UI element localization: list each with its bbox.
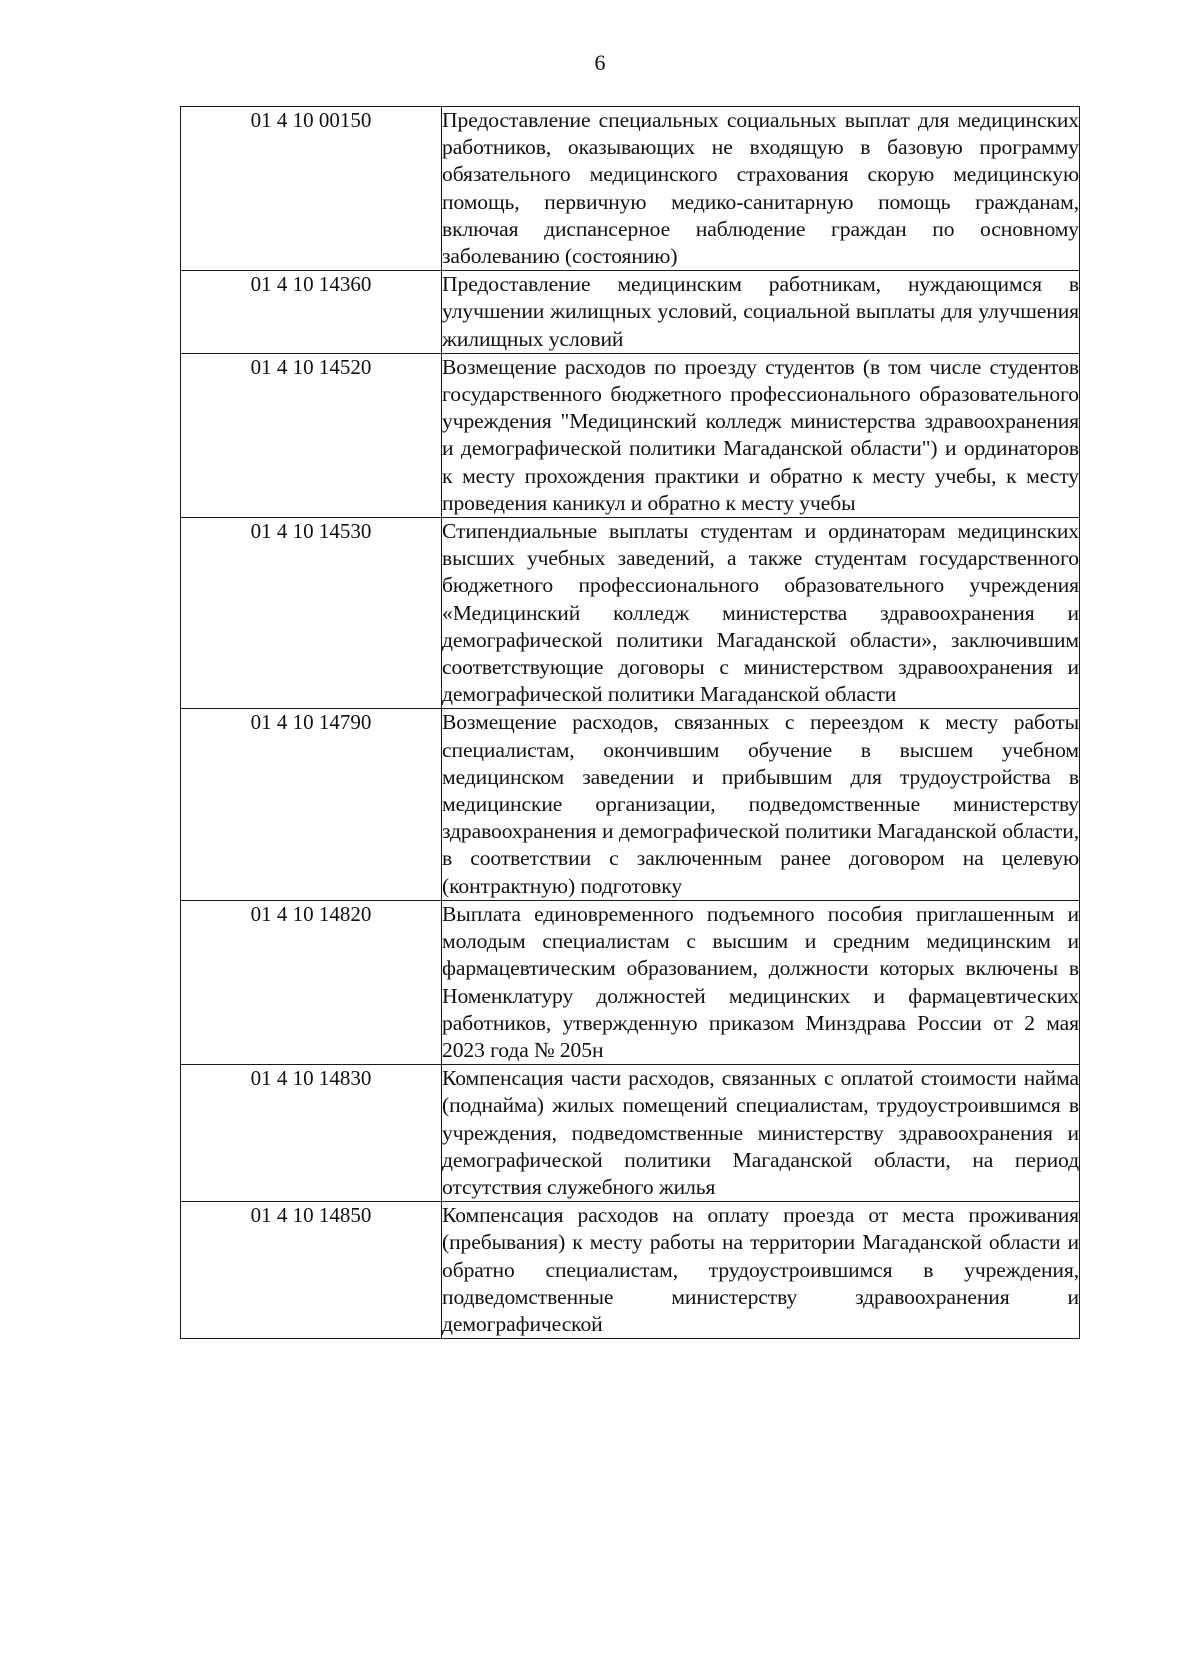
page-number: 6: [594, 50, 606, 75]
description-cell: Возмещение расходов, связанных с переездом к месту работы специалистам, окончившим обучение в высшем учебном медицинском заведении и прибывшим для трудоустройства в медицинские организации, подведомственные министерству здравоохранения и демографической политики Магаданской области, в соответствии с заключенным ранее договором на целевую (контрактную) подготовку: [442, 709, 1080, 900]
code-cell: 01 4 10 14530: [181, 518, 442, 709]
description-cell: Предоставление медицинским работникам, нуждающимся в улучшении жилищных условий, социальной выплаты для улучшения жилищных условий: [442, 271, 1080, 354]
description-cell: Компенсация расходов на оплату проезда от места проживания (пребывания) к месту работы на территории Магаданской области и обратно специалистам, трудоустроившимся в учреждения, подведомственные министерству здравоохранения и демографической: [442, 1202, 1080, 1339]
table-row: [181, 1065, 1080, 1202]
description-cell: Стипендиальные выплаты студентам и ординаторам медицинских высших учебных заведений, а также студентам государственного бюджетного профессионального образовательного учреждения «Медицинский колледж министерства здравоохранения и демографической политики Магаданской области», заключившим соответствующие договоры с министерством здравоохранения и демографической политики Магаданской области: [442, 518, 1080, 709]
table-row: [181, 1202, 1080, 1339]
description-cell: Компенсация части расходов, связанных с оплатой стоимости найма (поднайма) жилых помещений специалистам, трудоустроившимся в учреждения, подведомственные министерству здравоохранения и демографической политики Магаданской области, на период отсутствия служебного жилья: [442, 1065, 1080, 1202]
table-row: [181, 709, 1080, 900]
table-row: [181, 518, 1080, 709]
table-row: [181, 271, 1080, 354]
description-cell: Предоставление специальных социальных выплат для медицинских работников, оказывающих не входящую в базовую программу обязательного медицинского страхования скорую медицинскую помощь, первичную медико-санитарную помощь гражданам, включая диспансерное наблюдение граждан по основному заболеванию (состоянию): [442, 107, 1080, 271]
description-cell: Выплата единовременного подъемного пособия приглашенным и молодым специалистам с высшим и средним медицинским и фармацевтическим образованием, должности которых включены в Номенклатуру должностей медицинских и фармацевтических работников, утвержденную приказом Минздрава России от 2 мая 2023 года № 205н: [442, 900, 1080, 1064]
table-row: [181, 353, 1080, 517]
code-cell: 01 4 10 14790: [181, 709, 442, 900]
code-cell: 01 4 10 14360: [181, 271, 442, 354]
code-cell: 01 4 10 14820: [181, 900, 442, 1064]
code-cell: 01 4 10 14830: [181, 1065, 442, 1202]
budget-codes-table: [180, 106, 1080, 1339]
table-row: [181, 107, 1080, 271]
description-cell: Возмещение расходов по проезду студентов (в том числе студентов государственного бюджетного профессионального образовательного учреждения "Медицинский колледж министерства здравоохранения и демографической политики Магаданской области") и ординаторов к месту прохождения практики и обратно к месту учебы, к месту проведения каникул и обратно к месту учебы: [442, 353, 1080, 517]
code-cell: 01 4 10 14850: [181, 1202, 442, 1339]
table-row: [181, 900, 1080, 1064]
code-cell: 01 4 10 00150: [181, 107, 442, 271]
code-cell: 01 4 10 14520: [181, 353, 442, 517]
